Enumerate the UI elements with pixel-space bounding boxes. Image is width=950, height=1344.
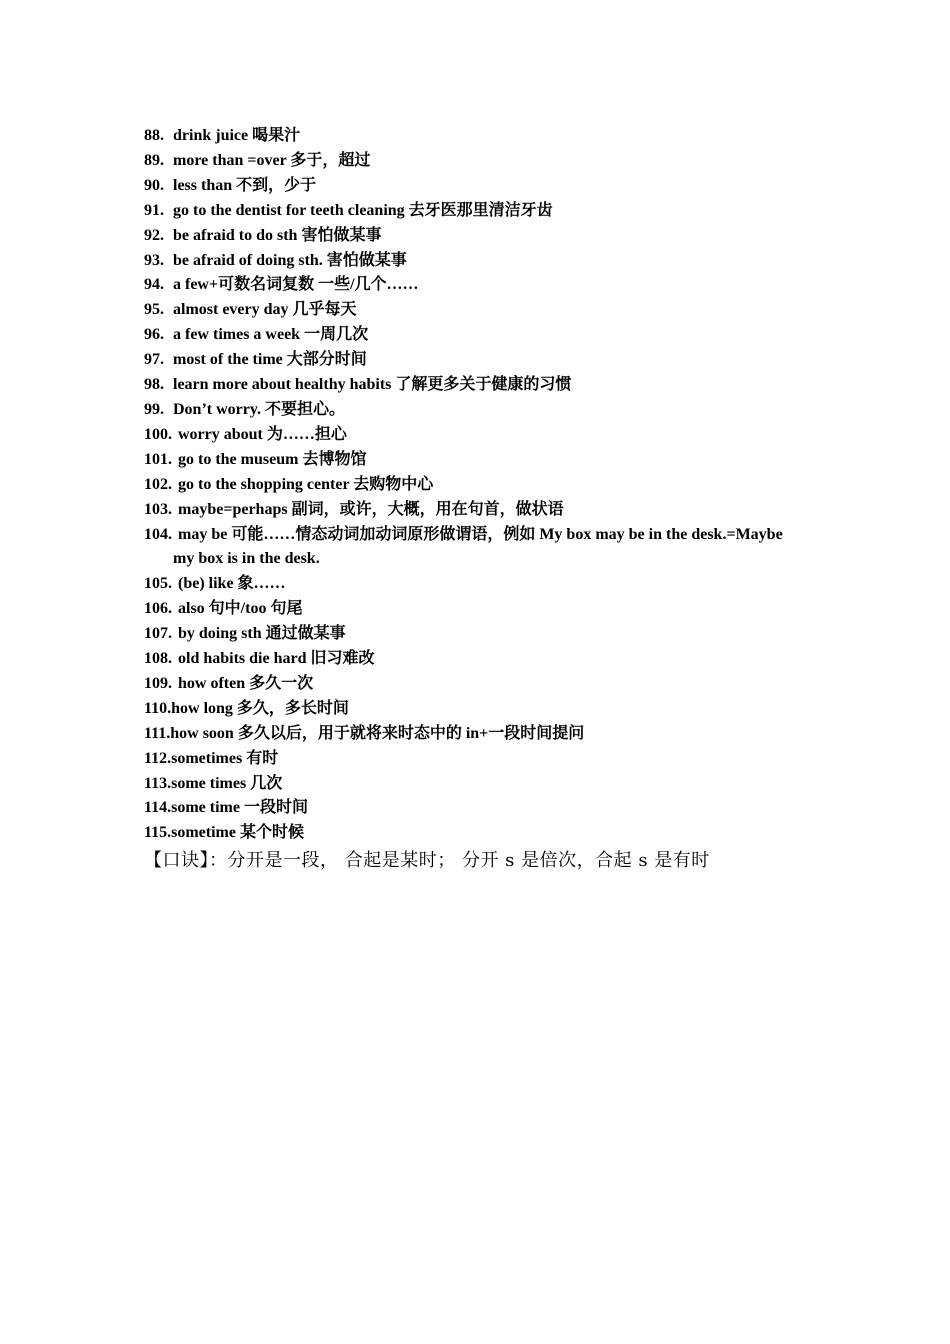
item-number: 115. [144, 824, 172, 842]
item-text: almost every day 几乎每天 [173, 301, 357, 319]
item-text: how long 多久，多长时间 [171, 699, 349, 717]
list-item [144, 697, 824, 722]
list-item [144, 747, 824, 772]
item-text: maybe=perhaps 副词，或许，大概，用在句首，做状语 [178, 500, 564, 518]
item-number: 112. [144, 749, 172, 767]
list-item [144, 448, 824, 473]
item-text: how often 多久一次 [178, 674, 314, 692]
item-number: 101. [144, 450, 172, 468]
item-number: 98. [144, 376, 164, 394]
item-text: learn more about healthy habits 了解更多关于健康的习惯 [173, 376, 572, 394]
item-text: sometime 某个时候 [171, 824, 304, 842]
item-text: worry about 为……担心 [178, 425, 347, 443]
item-text: be afraid to do sth 害怕做某事 [173, 226, 382, 244]
item-number: 113. [144, 774, 172, 792]
item-number: 89. [144, 151, 164, 169]
item-number: 102. [144, 475, 172, 493]
item-text: how soon 多久以后，用于就将来时态中的 in+一段时间提问 [170, 724, 585, 742]
item-text: less than 不到，少于 [173, 176, 317, 194]
list-item [144, 373, 824, 398]
item-number: 114. [144, 799, 172, 817]
list-item [144, 423, 824, 448]
list-item [144, 722, 824, 747]
list-item [144, 498, 824, 523]
item-text: most of the time 大部分时间 [173, 351, 367, 369]
item-text: go to the dentist for teeth cleaning 去牙医那里清洁牙齿 [173, 201, 553, 219]
item-text-continued: my box is in the desk. [173, 550, 320, 568]
list-item [144, 149, 824, 174]
item-number: 94. [144, 276, 164, 294]
item-number: 103. [144, 500, 172, 518]
item-number: 92. [144, 226, 164, 244]
item-text: more than =over 多于，超过 [173, 151, 371, 169]
item-text: a few+可数名词复数 一些/几个…… [173, 276, 419, 294]
item-number: 93. [144, 251, 164, 269]
list-item [144, 796, 824, 821]
item-text: may be 可能……情态动词加动词原形做谓语，例如 My box may be in the desk.=Maybe [178, 525, 783, 543]
list-item [144, 348, 824, 373]
list-item [144, 224, 824, 249]
item-text: a few times a week 一周几次 [173, 326, 369, 344]
item-number: 90. [144, 176, 164, 194]
item-number: 97. [144, 351, 164, 369]
item-number: 111. [144, 724, 171, 742]
phrase-list [144, 124, 824, 846]
list-item [144, 124, 824, 149]
item-text: some time 一段时间 [171, 799, 308, 817]
item-number: 109. [144, 674, 172, 692]
list-item [144, 772, 824, 797]
item-number: 99. [144, 400, 164, 418]
list-item [144, 174, 824, 199]
mnemonic-line: 【口诀】：分开是一段， 合起是某时； 分开 s 是倍次，合起 s 是有时 [144, 850, 710, 871]
item-number: 110. [144, 699, 172, 717]
list-item [144, 821, 824, 846]
list-item [144, 298, 824, 323]
list-item [144, 523, 824, 573]
item-number: 104. [144, 525, 172, 543]
item-number: 96. [144, 326, 164, 344]
item-text: be afraid of doing sth. 害怕做某事 [173, 251, 407, 269]
list-item [144, 572, 824, 597]
list-item [144, 398, 824, 423]
list-item [144, 249, 824, 274]
list-item [144, 672, 824, 697]
list-item [144, 597, 824, 622]
list-item [144, 199, 824, 224]
item-number: 91. [144, 201, 164, 219]
item-text: (be) like 象…… [178, 575, 286, 593]
list-item [144, 273, 824, 298]
list-item [144, 622, 824, 647]
item-text: go to the shopping center 去购物中心 [178, 475, 434, 493]
item-text: go to the museum 去博物馆 [178, 450, 367, 468]
list-item [144, 323, 824, 348]
item-text: old habits die hard 旧习难改 [178, 650, 375, 668]
item-text: also 句中/too 句尾 [178, 600, 303, 618]
item-text: by doing sth 通过做某事 [178, 625, 346, 643]
item-number: 105. [144, 575, 172, 593]
list-item [144, 647, 824, 672]
item-number: 100. [144, 425, 172, 443]
item-text: some times 几次 [171, 774, 283, 792]
item-text: sometimes 有时 [171, 749, 279, 767]
list-item [144, 473, 824, 498]
item-number: 107. [144, 625, 172, 643]
item-number: 88. [144, 127, 164, 144]
item-number: 108. [144, 650, 172, 668]
item-text-block [173, 523, 824, 573]
item-text: drink juice 喝果汁 [173, 127, 301, 144]
item-number: 95. [144, 301, 164, 319]
item-number: 106. [144, 600, 172, 618]
item-text: Don’t worry. 不要担心。 [173, 400, 345, 418]
